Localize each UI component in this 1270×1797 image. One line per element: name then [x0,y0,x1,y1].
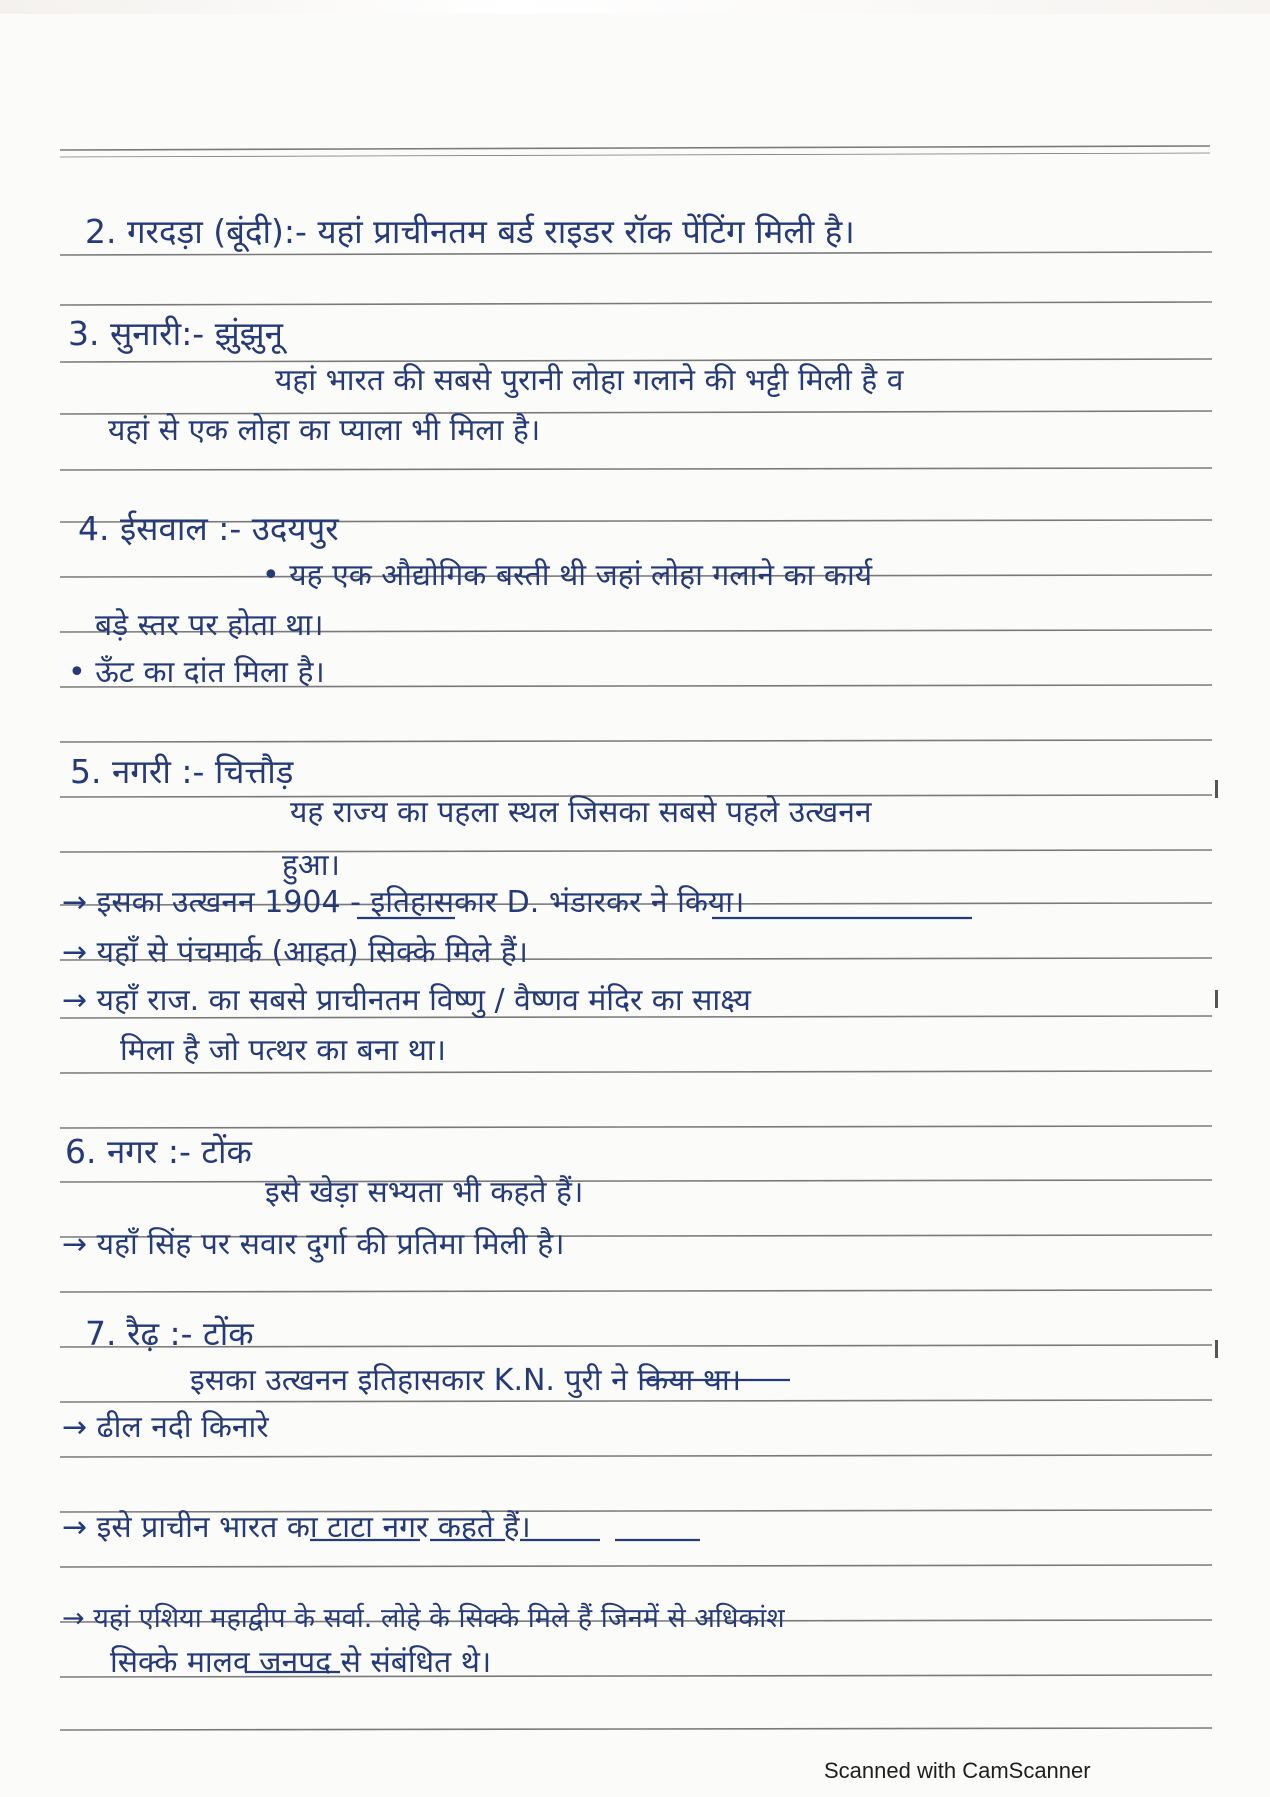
note-line: यहां से एक लोहा का प्याला भी मिला है। [108,413,541,448]
camscanner-watermark: Scanned with CamScanner [824,1758,1091,1783]
note-line: 4. ईसवाल :- उदयपुर [78,509,339,548]
margin-mark [1215,990,1218,1008]
margin-mark [1215,1340,1218,1358]
note-line: यहां भारत की सबसे पुरानी लोहा गलाने की भट्टी मिली है व [275,363,904,398]
note-line: 7. रैढ़ :- टोंक [85,1314,254,1353]
note-line: इसका उत्खनन इतिहासकार K.N. पुरी ने किया था। [190,1363,742,1398]
margin-mark [1215,780,1218,798]
note-line: • ऊँट का दांत मिला है। [68,655,325,690]
note-line: 2. गरदड़ा (बूंदी):- यहां प्राचीनतम बर्ड राइडर रॉक पेंटिंग मिली है। [85,212,855,251]
note-line: 5. नगरी :- चित्तौड़ [70,752,294,791]
note-line: → यहाँ से पंचमार्क (आहत) सिक्के मिले हैं। [62,935,528,970]
note-line: → यहाँ सिंह पर सवार दुर्गा की प्रतिमा मिली है। [62,1227,565,1262]
note-line: 3. सुनारी:- झुंझुनू [68,314,283,353]
note-line: मिला है जो पत्थर का बना था। [120,1033,447,1068]
note-line: इसे खेड़ा सभ्यता भी कहते हैं। [265,1175,584,1210]
note-line: बड़े स्तर पर होता था। [95,608,324,643]
note-line: यह राज्य का पहला स्थल जिसका सबसे पहले उत्खनन [290,795,872,830]
note-line: → इसका उत्खनन 1904 - इतिहासकार D. भंडारकर ने किया। [62,885,745,920]
note-line: हुआ। [282,848,340,883]
note-line: → ढील नदी किनारे [62,1410,269,1445]
note-line: सिक्के मालव जनपद से संबंधित थे। [110,1645,492,1680]
note-line: → यहां एशिया महाद्वीप के सर्वा. लोहे के सिक्के मिले हैं जिनमें से अधिकांश [62,1603,785,1634]
note-line: 6. नगर :- टोंक [65,1132,252,1171]
note-line: → इसे प्राचीन भारत का टाटा नगर कहते हैं। [62,1510,531,1545]
note-line: → यहाँ राज. का सबसे प्राचीनतम विष्णु / वैष्णव मंदिर का साक्ष्य [62,983,751,1018]
note-line: • यह एक औद्योगिक बस्ती थी जहां लोहा गलाने का कार्य [262,558,873,593]
